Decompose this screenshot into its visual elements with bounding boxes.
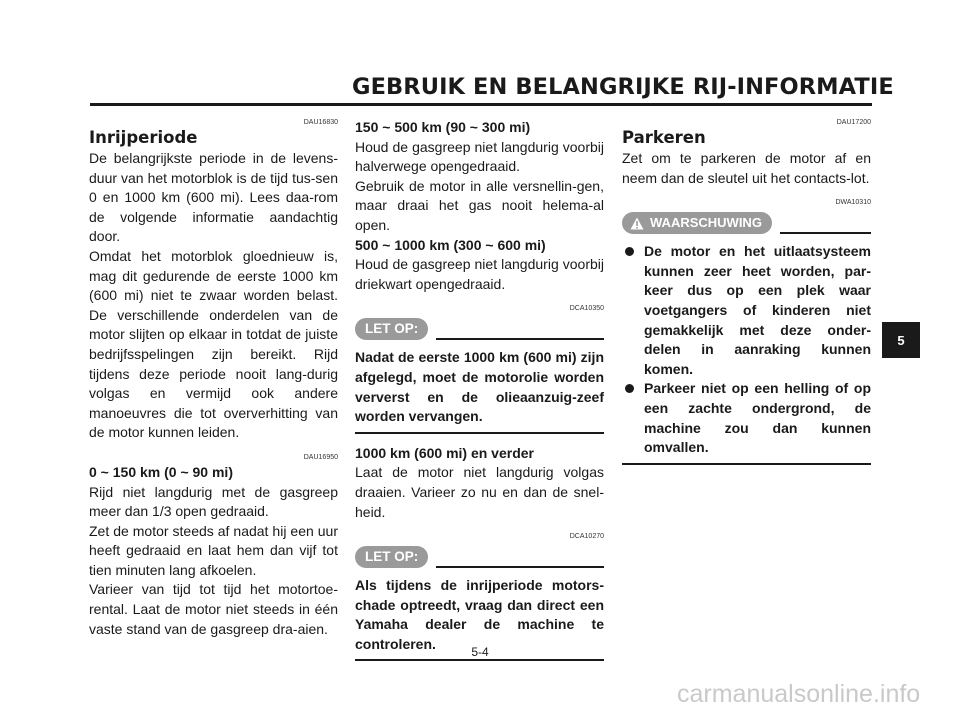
paragraph: Zet de motor steeds af nadat hij een uur heeft gedraaid en laat hem dan vijf tot tien minuten lang afkoelen. <box>89 522 338 578</box>
warning-header <box>622 210 871 236</box>
warning-list <box>622 236 871 465</box>
warning-rule <box>780 232 871 234</box>
bullet-icon <box>625 384 634 393</box>
warning-item: Parkeer niet op een helling of op een zachte ondergrond, de machine zou dan kunnen omvallen. <box>622 379 871 457</box>
paragraph: Varieer van tijd tot tijd het motortoe-rental. Laat de motor niet steeds in één vaste stand van de gasgreep dra-aien. <box>89 581 338 637</box>
notice-text: Nadat de eerste 1000 km (600 mi) zijn afgelegd, moet de motorolie worden ververst en de olieaanzuig-zeef worden vervangen. <box>355 342 604 433</box>
paragraph: Zet om te parkeren de motor af en neem dan de sleutel uit het contacts-lot. <box>622 150 871 186</box>
notice-badge: LET OP: <box>355 318 428 340</box>
warning-badge <box>622 212 772 234</box>
column-middle <box>355 118 604 661</box>
page-header-title: GEBRUIK EN BELANGRIJKE RIJ-INFORMATIE <box>352 74 894 100</box>
paragraph: Laat de motor niet langdurig volgas draaien. Varieer zo nu en dan de snel-heid. <box>355 464 604 520</box>
paragraph: Omdat het motorblok gloednieuw is, mag dit gedurende de eerste 1000 km (600 mi) niet te zwaar worden belast. De verschillende onderdelen van de motor slijten op elkaar in totdat de juiste bedrijfsspelingen zijn bereikt. Rijd tijdens deze periode nooit lang-durig volgas en vermijd ook andere manoeuvres die tot oververhitting van de motor kunnen leiden. <box>89 247 338 441</box>
warning-label: WAARSCHUWING <box>650 215 762 231</box>
column-left <box>89 118 338 639</box>
subheading: 150 ~ 500 km (90 ~ 300 mi) <box>355 119 531 135</box>
notice-header <box>355 316 604 342</box>
section-title-parkeren: Parkeren <box>622 128 706 147</box>
paragraph: Houd de gasgreep niet langdurig voorbij halverwege opengedraaid. <box>355 138 604 175</box>
paragraph: De belangrijkste periode in de levens-duur van het motorblok is de tijd tus-sen 0 en 1000 km (600 mi). Lees daa-rom de volgende informatie aandachtig door. <box>89 150 338 245</box>
paragraph: Gebruik de motor in alle versnellin-gen, maar draai het gas nooit helema-al open. <box>355 177 604 233</box>
chapter-tab: 5 <box>882 322 920 358</box>
notice-code: DCA10270 <box>569 533 604 541</box>
column-right <box>622 118 871 465</box>
bullet-icon <box>625 247 634 256</box>
page-number: 5-4 <box>471 645 489 659</box>
section-title-inrijperiode: Inrijperiode <box>89 128 198 147</box>
notice-badge: LET OP: <box>355 546 428 568</box>
warning-code: DWA10310 <box>835 199 871 207</box>
subheading: 1000 km (600 mi) en verder <box>355 444 534 461</box>
warning-triangle-icon <box>630 217 644 230</box>
paragraph: Rijd niet langdurig met de gasgreep meer dan 1/3 open gedraaid. <box>89 483 338 520</box>
section-code: DAU16830 <box>303 119 338 126</box>
warning-item: De motor en het uitlaatsysteem kunnen zeer heet worden, par-keer dus op een plek waar voetgangers of kinderen niet gemakkelijk met deze onder-delen in aanraking kunnen komen. <box>622 242 871 379</box>
watermark: carmanualsonline.info <box>677 680 921 708</box>
subheading: 500 ~ 1000 km (300 ~ 600 mi) <box>355 236 546 253</box>
notice-text: Als tijdens de inrijperiode motors-chade optreedt, vraag dan direct een Yamaha dealer de machine te controleren. <box>355 570 604 661</box>
notice-header <box>355 544 604 570</box>
header-rule <box>90 103 872 106</box>
paragraph: Houd de gasgreep niet langdurig voorbij driekwart opengedraaid. <box>355 256 604 292</box>
section-code: DAU16950 <box>303 453 338 461</box>
subheading: 0 ~ 150 km (0 ~ 90 mi) <box>89 463 233 480</box>
notice-rule <box>436 338 604 340</box>
section-code: DAU17200 <box>836 119 871 126</box>
notice-rule <box>436 566 604 568</box>
notice-code: DCA10350 <box>569 305 604 313</box>
